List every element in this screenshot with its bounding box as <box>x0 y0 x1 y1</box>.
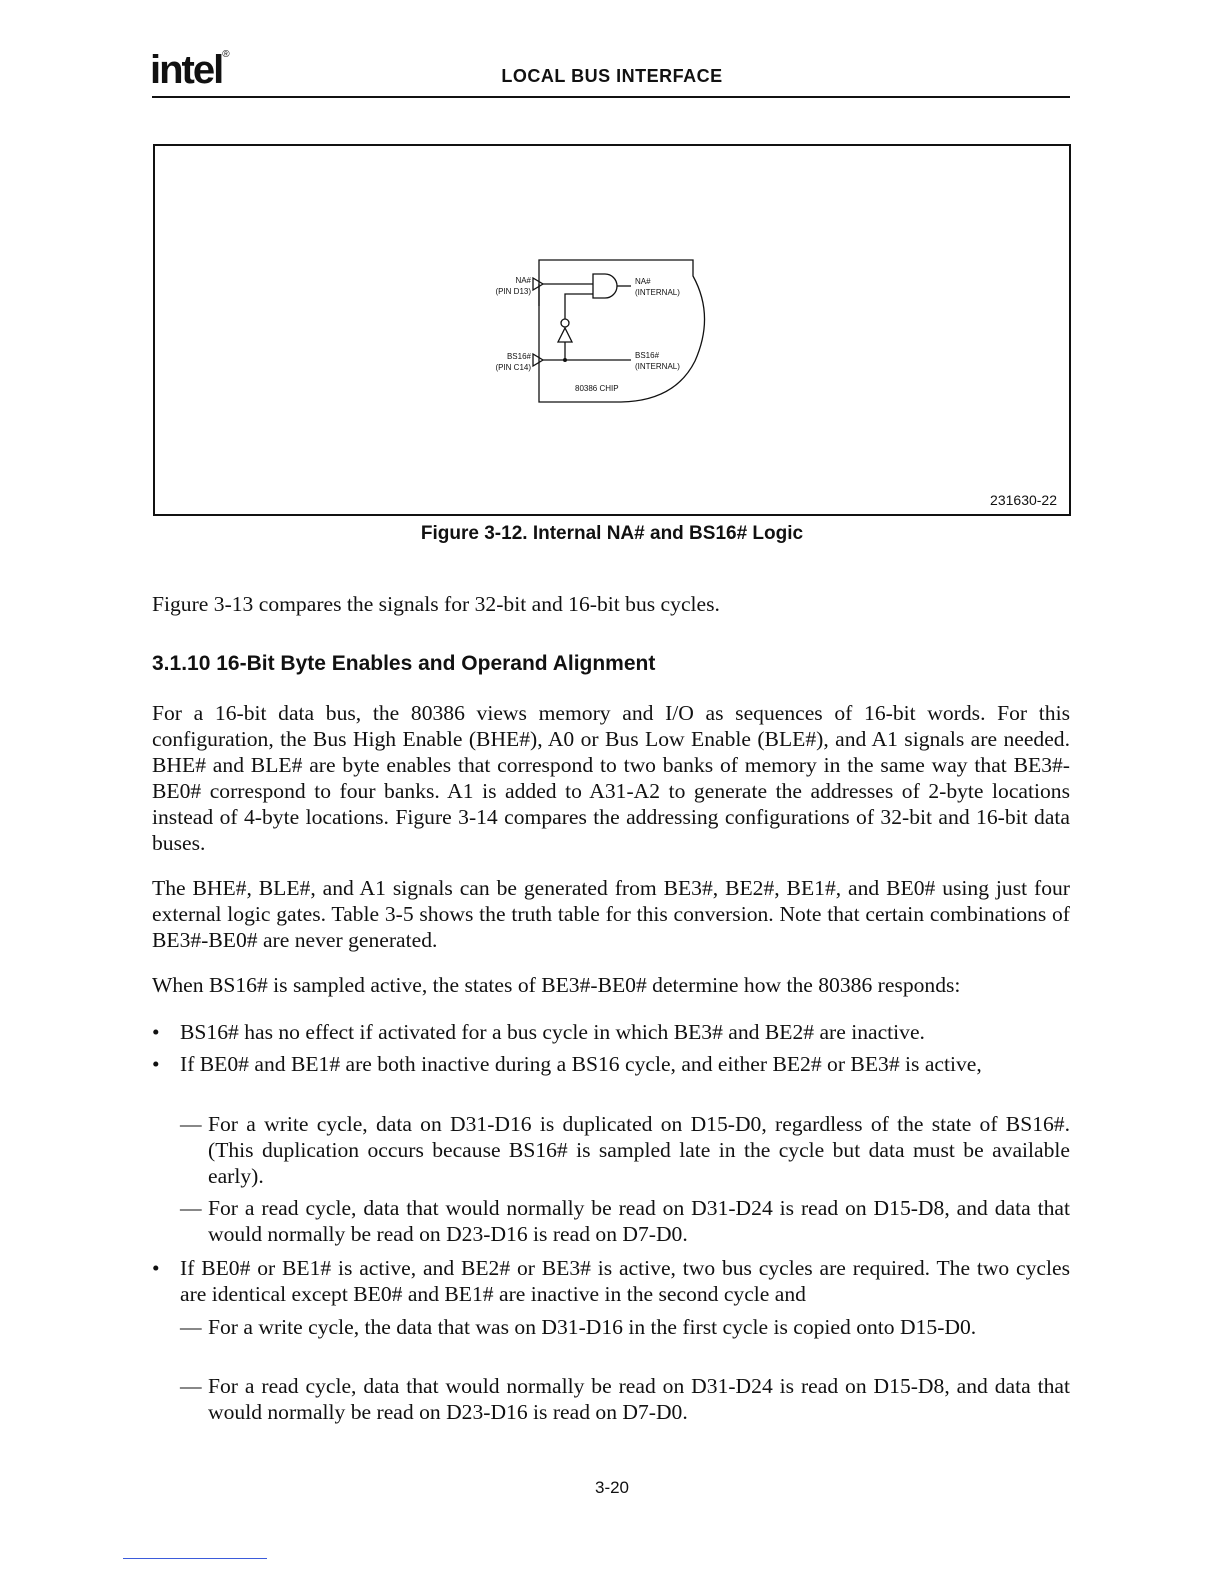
page-number: 3-20 <box>594 1478 630 1497</box>
bs16-internal-label: BS16# <box>635 351 660 360</box>
dash-mark: — <box>180 1374 202 1398</box>
dash-mark: — <box>180 1196 202 1220</box>
header-rule <box>152 96 1070 98</box>
and-gate <box>593 274 617 298</box>
footer-rule <box>123 1558 267 1559</box>
bullet-dot: • <box>152 1052 160 1076</box>
header-title: LOCAL BUS INTERFACE <box>501 66 723 86</box>
bs16-pin-label: BS16# <box>506 352 531 361</box>
inverter-bubble <box>561 319 569 327</box>
bullet-text: If BE0# or BE1# is active, and BE2# or BE3# is active, two bus cycles are required. The two cycles are identical except BE0# and BE1# are inactive in the second cycle and <box>180 1256 1070 1306</box>
bullet-text: If BE0# and BE1# are both inactive during a BS16 cycle, and either BE2# or BE3# is active, <box>180 1052 982 1076</box>
sub-item-text: For a write cycle, the data that was on D31-D16 in the first cycle is copied onto D15-D0. <box>208 1315 977 1339</box>
na-pin-loc-label: (PIN D13) <box>495 287 531 296</box>
bs16-internal-sub-label: (INTERNAL) <box>635 362 680 371</box>
figure-box <box>153 144 1071 516</box>
bullet-dot: • <box>152 1256 160 1280</box>
sub-item-text: For a read cycle, data that would normally be read on D31-D24 is read on D15-D8, and data that would normally be read on D23-D16 is read on D7-D0. <box>208 1196 1070 1246</box>
intro-paragraph: Figure 3-13 compares the signals for 32-bit and 16-bit bus cycles. <box>152 592 720 616</box>
bullet-dot: • <box>152 1020 160 1044</box>
figure-id: 231630-22 <box>990 492 1057 508</box>
dash-mark: — <box>180 1315 202 1339</box>
paragraph-3: When BS16# is sampled active, the states of BE3#-BE0# determine how the 80386 responds: <box>152 973 961 997</box>
na-internal-label: NA# <box>635 277 651 286</box>
figure-caption: Figure 3-12. Internal NA# and BS16# Logic <box>420 523 804 544</box>
registered-mark: ® <box>222 49 228 60</box>
na-pin-label: NA# <box>515 276 531 285</box>
section-heading: 3.1.10 16-Bit Byte Enables and Operand Alignment <box>152 652 656 675</box>
sub-item-text: For a write cycle, data on D31-D16 is duplicated on D15-D0, regardless of the state of BS16#. (This duplication occurs because BS16# is sampled late in the cycle but data must be available early). <box>208 1112 1070 1188</box>
sub-item-text: For a read cycle, data that would normally be read on D31-D24 is read on D15-D8, and data that would normally be read on D23-D16 is read on D7-D0. <box>208 1374 1070 1424</box>
chip-label: 80386 CHIP <box>575 384 619 393</box>
bullet-text: BS16# has no effect if activated for a bus cycle in which BE3# and BE2# are inactive. <box>180 1020 925 1044</box>
bs16-input-buffer <box>533 354 543 366</box>
logo-text: intel <box>150 48 223 92</box>
logic-diagram <box>155 146 1069 514</box>
dash-mark: — <box>180 1112 202 1136</box>
paragraph-2: The BHE#, BLE#, and A1 signals can be generated from BE3#, BE2#, BE1#, and BE0# using just four external logic gates. Table 3-5 shows the truth table for this conversion. Note that certain combinations of BE3#-BE0# are never generated. <box>152 876 1070 952</box>
na-input-buffer <box>533 278 543 290</box>
na-internal-sub-label: (INTERNAL) <box>635 288 680 297</box>
bs16-pin-loc-label: (PIN C14) <box>495 363 531 372</box>
paragraph-1: For a 16-bit data bus, the 80386 views memory and I/O as sequences of 16-bit words. For this configuration, the Bus High Enable (BHE#), A0 or Bus Low Enable (BLE#), and A1 signals are needed. BHE# and BLE# are byte enables that correspond to two banks of memory in the same way that BE3#-BE0# correspond to four banks. A1 is added to A31-A2 to generate the addresses of 2-byte locations instead of 4-byte locations. Figure 3-14 compares the addressing configurations of 32-bit and 16-bit data buses. <box>152 701 1070 855</box>
inverter-triangle <box>558 328 572 342</box>
